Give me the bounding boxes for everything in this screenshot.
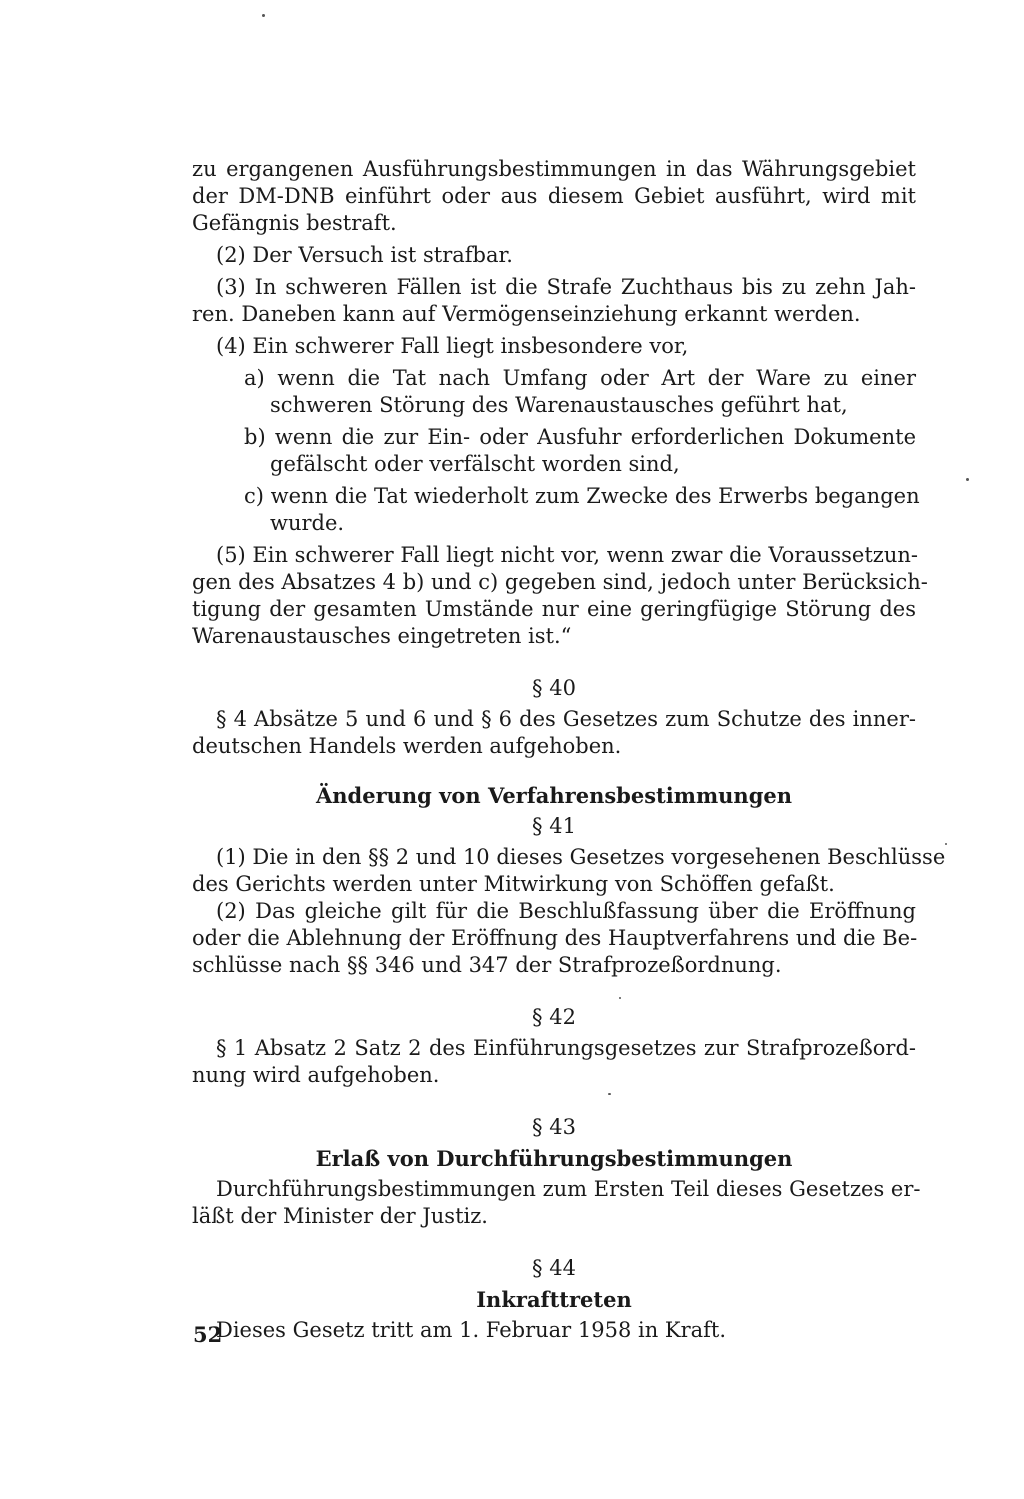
text-line: Dieses Gesetz tritt am 1. Februar 1958 in Kraft.: [216, 1318, 727, 1342]
text-line: b) wenn die zur Ein- oder Ausfuhr erforderlichen Dokumente: [244, 425, 916, 449]
text-line: oder die Ablehnung der Eröffnung des Hauptverfahrens und die Be-: [192, 926, 918, 950]
paragraph-4c: [192, 483, 920, 537]
text-line: (5) Ein schwerer Fall liegt nicht vor, wenn zwar die Voraussetzun-: [216, 543, 918, 567]
document-page: [192, 156, 946, 1349]
text-line: wurde.: [270, 511, 345, 535]
paragraph-intro: [192, 156, 916, 237]
section-40-body: [192, 706, 916, 760]
text-line: (3) In schweren Fällen ist die Strafe Zuchthaus bis zu zehn Jah-: [216, 275, 916, 299]
page-number: 52: [193, 1322, 223, 1347]
text-line: tigung der gesamten Umstände nur eine geringfügige Störung des: [192, 597, 916, 621]
text-line: gefälscht oder verfälscht worden sind,: [270, 452, 680, 476]
text-line: schlüsse nach §§ 346 und 347 der Strafprozeßordnung.: [192, 953, 782, 977]
text-line: ren. Daneben kann auf Vermögenseinziehung erkannt werden.: [192, 302, 861, 326]
dust-speck: [966, 478, 969, 481]
text-line: schweren Störung des Warenaustausches geführt hat,: [270, 393, 848, 417]
section-title-44: § 44: [532, 1256, 576, 1280]
text-line: a) wenn die Tat nach Umfang oder Art der Ware zu einer: [244, 366, 916, 390]
text-line: c) wenn die Tat wiederholt zum Zwecke des Erwerbs begangen: [244, 484, 920, 508]
text-line: (1) Die in den §§ 2 und 10 dieses Gesetzes vorgesehenen Beschlüsse: [216, 845, 946, 869]
text-line: (4) Ein schwerer Fall liegt insbesondere vor,: [216, 334, 689, 358]
section-title-43: § 43: [532, 1115, 576, 1139]
heading-durchfuehrungsbestimmungen: Erlaß von Durchführungsbestimmungen: [315, 1146, 793, 1171]
text-line: der DM-DNB einführt oder aus diesem Gebiet ausführt, wird mit: [192, 184, 916, 208]
text-line: (2) Der Versuch ist strafbar.: [216, 243, 513, 267]
section-44-body: [192, 1317, 916, 1344]
text-line: Warenaustausches eingetreten ist.“: [192, 624, 572, 648]
text-line: (2) Das gleiche gilt für die Beschlußfassung über die Eröffnung: [216, 899, 916, 923]
section-43-body: [192, 1176, 921, 1230]
paragraph-4: [192, 333, 916, 360]
heading-verfahrensbestimmungen: Änderung von Verfahrensbestimmungen: [315, 783, 793, 808]
dust-speck: [619, 997, 621, 999]
paragraph-4b: [192, 424, 916, 478]
text-line: gen des Absatzes 4 b) und c) gegeben sind, jedoch unter Berücksich-: [192, 570, 928, 594]
section-title-41: § 41: [532, 814, 576, 838]
text-line: deutschen Handels werden aufgehoben.: [192, 734, 622, 758]
paragraph-2: [192, 242, 916, 269]
paragraph-3: [192, 274, 916, 328]
text-line: läßt der Minister der Justiz.: [192, 1204, 488, 1228]
section-title-42: § 42: [532, 1005, 576, 1029]
section-title-40: § 40: [532, 676, 576, 700]
text-line: Gefängnis bestraft.: [192, 211, 397, 235]
text-line: nung wird aufgehoben.: [192, 1063, 440, 1087]
paragraph-4a: [192, 365, 916, 419]
section-42-body: [192, 1035, 916, 1089]
text-line: zu ergangenen Ausführungsbestimmungen in das Währungsgebiet: [192, 157, 916, 181]
text-line: Durchführungsbestimmungen zum Ersten Teil dieses Gesetzes er-: [216, 1177, 921, 1201]
text-line: § 4 Absätze 5 und 6 und § 6 des Gesetzes zum Schutze des inner-: [216, 707, 916, 731]
dust-speck: [608, 1093, 611, 1095]
heading-inkrafttreten: Inkrafttreten: [476, 1287, 632, 1312]
dust-speck: [945, 843, 947, 845]
paragraph-5: [192, 542, 928, 650]
dust-speck: [262, 14, 265, 17]
section-41-p1: [192, 844, 946, 898]
section-41-p2: [192, 898, 916, 979]
text-line: § 1 Absatz 2 Satz 2 des Einführungsgesetzes zur Strafprozeßord-: [216, 1036, 916, 1060]
text-line: des Gerichts werden unter Mitwirkung von Schöffen gefaßt.: [192, 872, 835, 896]
